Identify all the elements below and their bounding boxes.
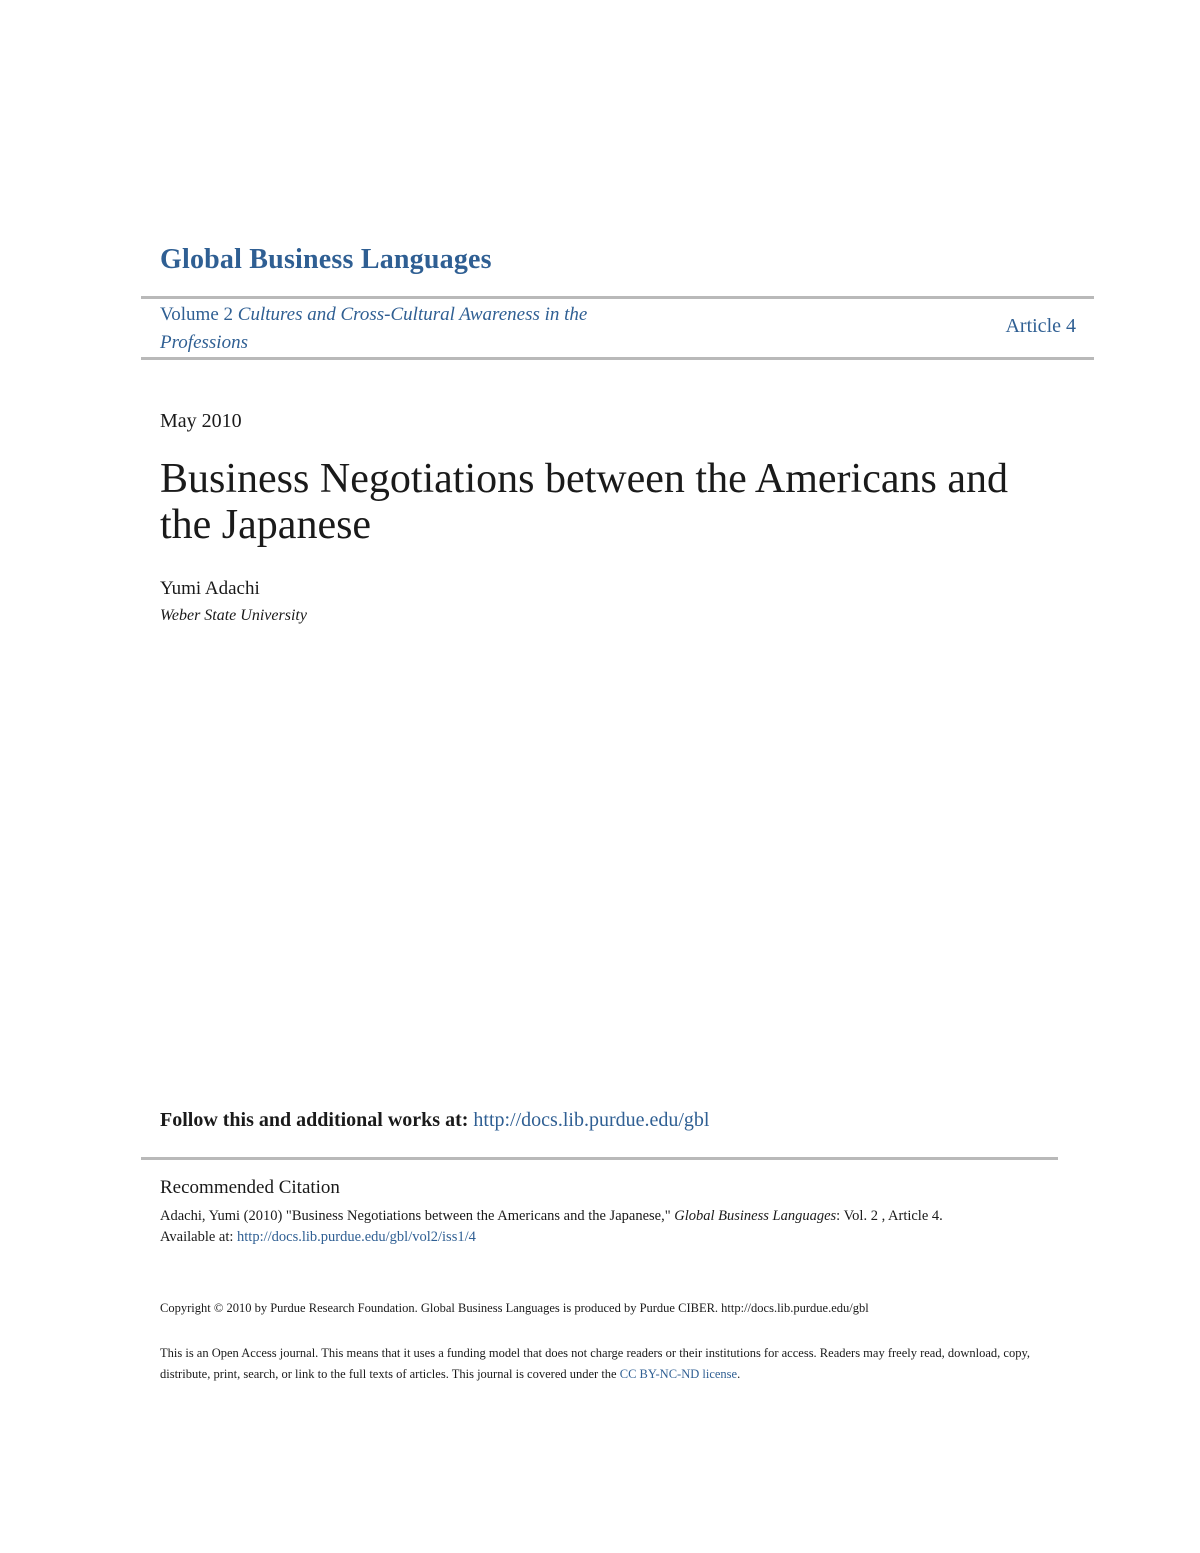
citation-journal: Global Business Languages	[674, 1208, 837, 1224]
follow-label: Follow this and additional works at:	[160, 1109, 469, 1131]
citation-url-link[interactable]: http://docs.lib.purdue.edu/gbl/vol2/iss1/4	[237, 1229, 476, 1245]
article-title: Business Negotiations between the Americans and the Japanese	[160, 456, 1008, 548]
volume-issue-line	[160, 301, 630, 357]
follow-url-link[interactable]: http://docs.lib.purdue.edu/gbl	[473, 1109, 710, 1131]
open-access-end: .	[737, 1367, 741, 1381]
open-access-text: This is an Open Access journal. This means that it uses a funding model that does not charge readers or their institutions for access. Readers may freely read, download, copy, distribute, print, search, or link to the full texts of articles. This journal is covered under the	[160, 1346, 1031, 1381]
copyright-notice: Copyright © 2010 by Purdue Research Foundation. Global Business Languages is produced by Purdue CIBER. http://docs.lib.purdue.edu/gbl	[160, 1301, 869, 1315]
header-top-rule	[141, 296, 1094, 299]
volume-link[interactable]: Volume 2	[160, 304, 234, 325]
author-affiliation: Weber State University	[160, 607, 307, 624]
citation-volume: : Vol. 2 , Article 4.	[836, 1208, 943, 1224]
citation-body: Adachi, Yumi (2010) "Business Negotiations between the Americans and the Japanese,"	[160, 1208, 671, 1224]
citation-text	[160, 1206, 1060, 1248]
open-access-notice	[160, 1343, 1040, 1385]
journal-title[interactable]: Global Business Languages	[160, 244, 492, 275]
article-number-link[interactable]: Article 4	[1005, 315, 1076, 337]
follow-line	[160, 1109, 709, 1132]
available-label: Available at:	[160, 1229, 234, 1245]
recommended-citation-heading: Recommended Citation	[160, 1177, 340, 1198]
citation-rule	[141, 1157, 1058, 1160]
author-name: Yumi Adachi	[160, 578, 260, 599]
issue-title-link[interactable]: Cultures and Cross-Cultural Awareness in the Professions	[160, 304, 588, 353]
header-bottom-rule	[141, 357, 1094, 360]
publication-date: May 2010	[160, 410, 242, 432]
license-link[interactable]: CC BY-NC-ND license	[619, 1367, 738, 1381]
